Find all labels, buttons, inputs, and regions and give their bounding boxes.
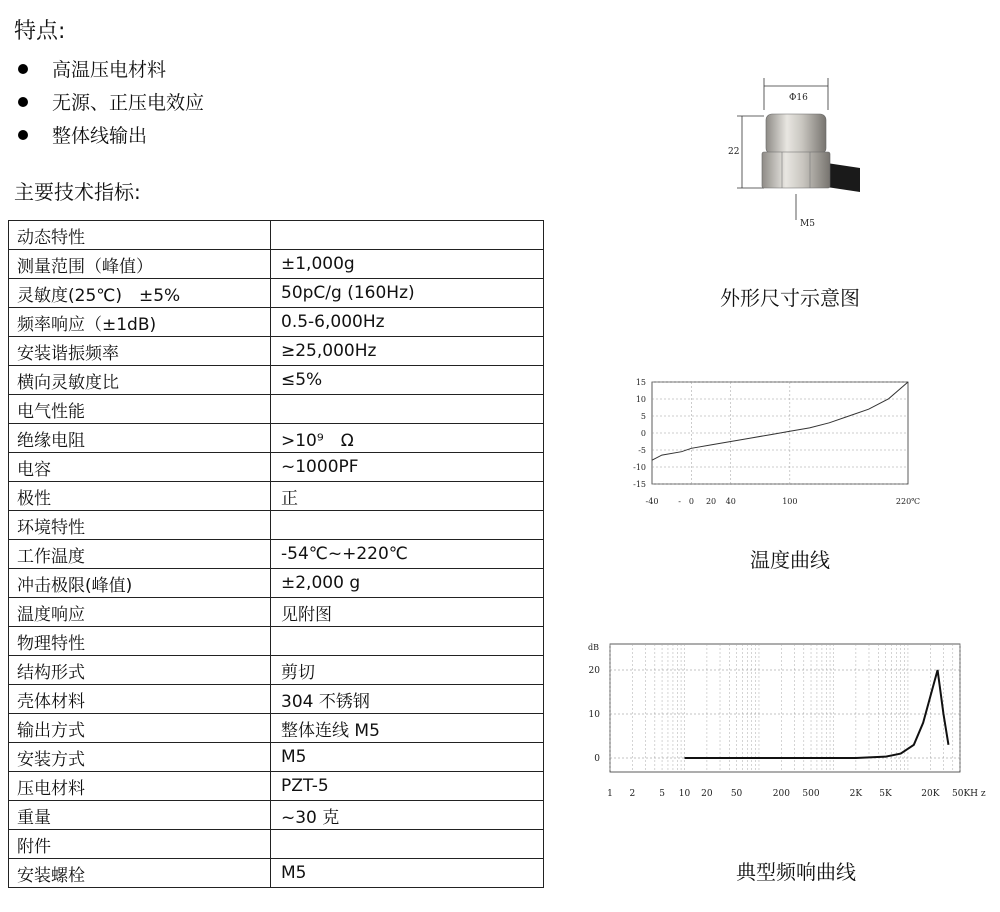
spec-row — [9, 337, 544, 366]
spec-label: 工作温度 — [9, 540, 271, 569]
spec-row — [9, 801, 544, 830]
temp-x-tick: 0 — [688, 497, 694, 506]
spec-value: 正 — [271, 482, 544, 511]
spec-label: 重量 — [9, 801, 271, 830]
spec-section-label: 动态特性 — [9, 221, 271, 250]
sensor-body — [766, 114, 826, 154]
freq-plot-frame — [610, 644, 960, 772]
spec-label: 绝缘电阻 — [9, 424, 271, 453]
spec-value — [271, 511, 544, 540]
feature-item — [18, 118, 204, 151]
spec-label: 冲击极限(峰值) — [9, 569, 271, 598]
bullet-icon — [18, 130, 28, 140]
feature-item — [18, 52, 204, 85]
temp-x-tick: - — [678, 497, 681, 506]
spec-label: 频率响应（±1dB) — [9, 308, 271, 337]
temp-y-tick: -10 — [633, 463, 646, 472]
feature-text: 高温压电材料 — [52, 59, 167, 81]
spec-row — [9, 772, 544, 801]
spec-section-label: 物理特性 — [9, 627, 271, 656]
spec-row — [9, 366, 544, 395]
freq-x-tick: 2 — [629, 789, 636, 799]
freq-y-tick: 0 — [594, 754, 600, 764]
spec-title: 主要技术指标: — [14, 180, 141, 204]
feature-text: 整体线输出 — [52, 125, 148, 147]
spec-row — [9, 482, 544, 511]
freq-x-tick: 20 — [701, 789, 713, 799]
spec-section-row — [9, 511, 544, 540]
temperature-chart — [610, 372, 930, 512]
spec-row — [9, 859, 544, 888]
spec-value: -54℃~+220℃ — [271, 540, 544, 569]
temp-y-tick: 5 — [640, 412, 646, 421]
spec-row — [9, 714, 544, 743]
freq-x-tick: 5K — [879, 789, 892, 799]
spec-row — [9, 743, 544, 772]
temp-y-tick: -5 — [638, 446, 646, 455]
spec-row — [9, 250, 544, 279]
spec-value — [271, 830, 544, 859]
freq-x-tick: 500 — [802, 789, 820, 799]
spec-value — [271, 627, 544, 656]
dim-thread-label: M5 — [800, 219, 815, 229]
temp-y-tick: -15 — [633, 480, 646, 489]
temp-x-tick: -40 — [645, 497, 659, 506]
spec-value: PZT-5 — [271, 772, 544, 801]
sensor-hex-base — [762, 152, 830, 188]
spec-value: 见附图 — [271, 598, 544, 627]
spec-value — [271, 395, 544, 424]
temp-x-tick: 100 — [782, 497, 798, 506]
spec-value: M5 — [271, 743, 544, 772]
feature-text: 无源、正压电效应 — [52, 92, 205, 114]
freq-x-tick: 5 — [659, 789, 665, 799]
spec-value: 剪切 — [271, 656, 544, 685]
spec-value: ±1,000g — [271, 250, 544, 279]
spec-section-label: 附件 — [9, 830, 271, 859]
spec-section-row — [9, 221, 544, 250]
spec-row — [9, 279, 544, 308]
spec-section-row — [9, 395, 544, 424]
frequency-chart — [580, 636, 994, 806]
spec-value: >10⁹ Ω — [271, 424, 544, 453]
spec-value: ~30 克 — [271, 801, 544, 830]
feature-item — [18, 85, 204, 118]
spec-row — [9, 569, 544, 598]
spec-value: ≤5% — [271, 366, 544, 395]
dimension-diagram — [720, 70, 870, 240]
temp-x-tick: 220℃ — [895, 497, 921, 506]
bullet-icon — [18, 64, 28, 74]
spec-section-row — [9, 627, 544, 656]
freq-x-tick: 200 — [772, 789, 790, 799]
spec-section-label: 环境特性 — [9, 511, 271, 540]
freq-curve — [684, 670, 948, 758]
freq-x-tick: 20K — [921, 789, 940, 799]
temp-curve — [652, 382, 908, 460]
features-title: 特点: — [14, 19, 66, 44]
freq-x-tick: 10 — [678, 789, 691, 799]
spec-section-row — [9, 830, 544, 859]
spec-value: M5 — [271, 859, 544, 888]
spec-label: 极性 — [9, 482, 271, 511]
spec-row — [9, 424, 544, 453]
spec-row — [9, 540, 544, 569]
dim-height-label: 22 — [728, 147, 740, 157]
freq-y-label: dB — [588, 643, 599, 652]
spec-label: 测量范围（峰值） — [9, 250, 271, 279]
spec-label: 结构形式 — [9, 656, 271, 685]
spec-label: 输出方式 — [9, 714, 271, 743]
spec-row — [9, 308, 544, 337]
temperature-chart-caption: 温度曲线 — [750, 548, 830, 572]
spec-row — [9, 685, 544, 714]
temp-y-tick: 15 — [635, 378, 646, 387]
temp-y-tick: 10 — [635, 395, 646, 404]
spec-label: 电容 — [9, 453, 271, 482]
spec-row — [9, 656, 544, 685]
spec-value: 0.5-6,000Hz — [271, 308, 544, 337]
features-list — [18, 52, 204, 151]
spec-label: 安装谐振频率 — [9, 337, 271, 366]
freq-x-tick: 1 — [607, 789, 613, 799]
dim-diameter-label: Φ16 — [789, 93, 808, 103]
freq-x-tick: 50 — [730, 789, 743, 799]
freq-x-tick: 2K — [849, 789, 863, 799]
spec-label: 安装方式 — [9, 743, 271, 772]
spec-table — [8, 220, 544, 888]
spec-label: 温度响应 — [9, 598, 271, 627]
spec-label: 压电材料 — [9, 772, 271, 801]
spec-value: ±2,000 g — [271, 569, 544, 598]
spec-label: 横向灵敏度比 — [9, 366, 271, 395]
freq-y-tick: 20 — [588, 666, 600, 676]
spec-section-label: 电气性能 — [9, 395, 271, 424]
freq-y-tick: 10 — [588, 710, 600, 720]
spec-row — [9, 453, 544, 482]
spec-value: ~1000PF — [271, 453, 544, 482]
temp-y-tick: 0 — [640, 429, 646, 438]
spec-label: 安装螺栓 — [9, 859, 271, 888]
spec-value — [271, 221, 544, 250]
temp-x-tick: 40 — [725, 497, 736, 506]
spec-value: 304 不锈钢 — [271, 685, 544, 714]
freq-x-tick: 50KH z — [952, 789, 986, 799]
spec-label: 灵敏度(25℃) ±5% — [9, 279, 271, 308]
spec-label: 壳体材料 — [9, 685, 271, 714]
bullet-icon — [18, 97, 28, 107]
temp-x-tick: 20 — [705, 497, 717, 506]
spec-row — [9, 598, 544, 627]
spec-value: 50pC/g (160Hz) — [271, 279, 544, 308]
diagram-caption: 外形尺寸示意图 — [720, 286, 860, 310]
frequency-chart-caption: 典型频响曲线 — [736, 860, 856, 884]
spec-value: ≥25,000Hz — [271, 337, 544, 366]
spec-value: 整体连线 M5 — [271, 714, 544, 743]
